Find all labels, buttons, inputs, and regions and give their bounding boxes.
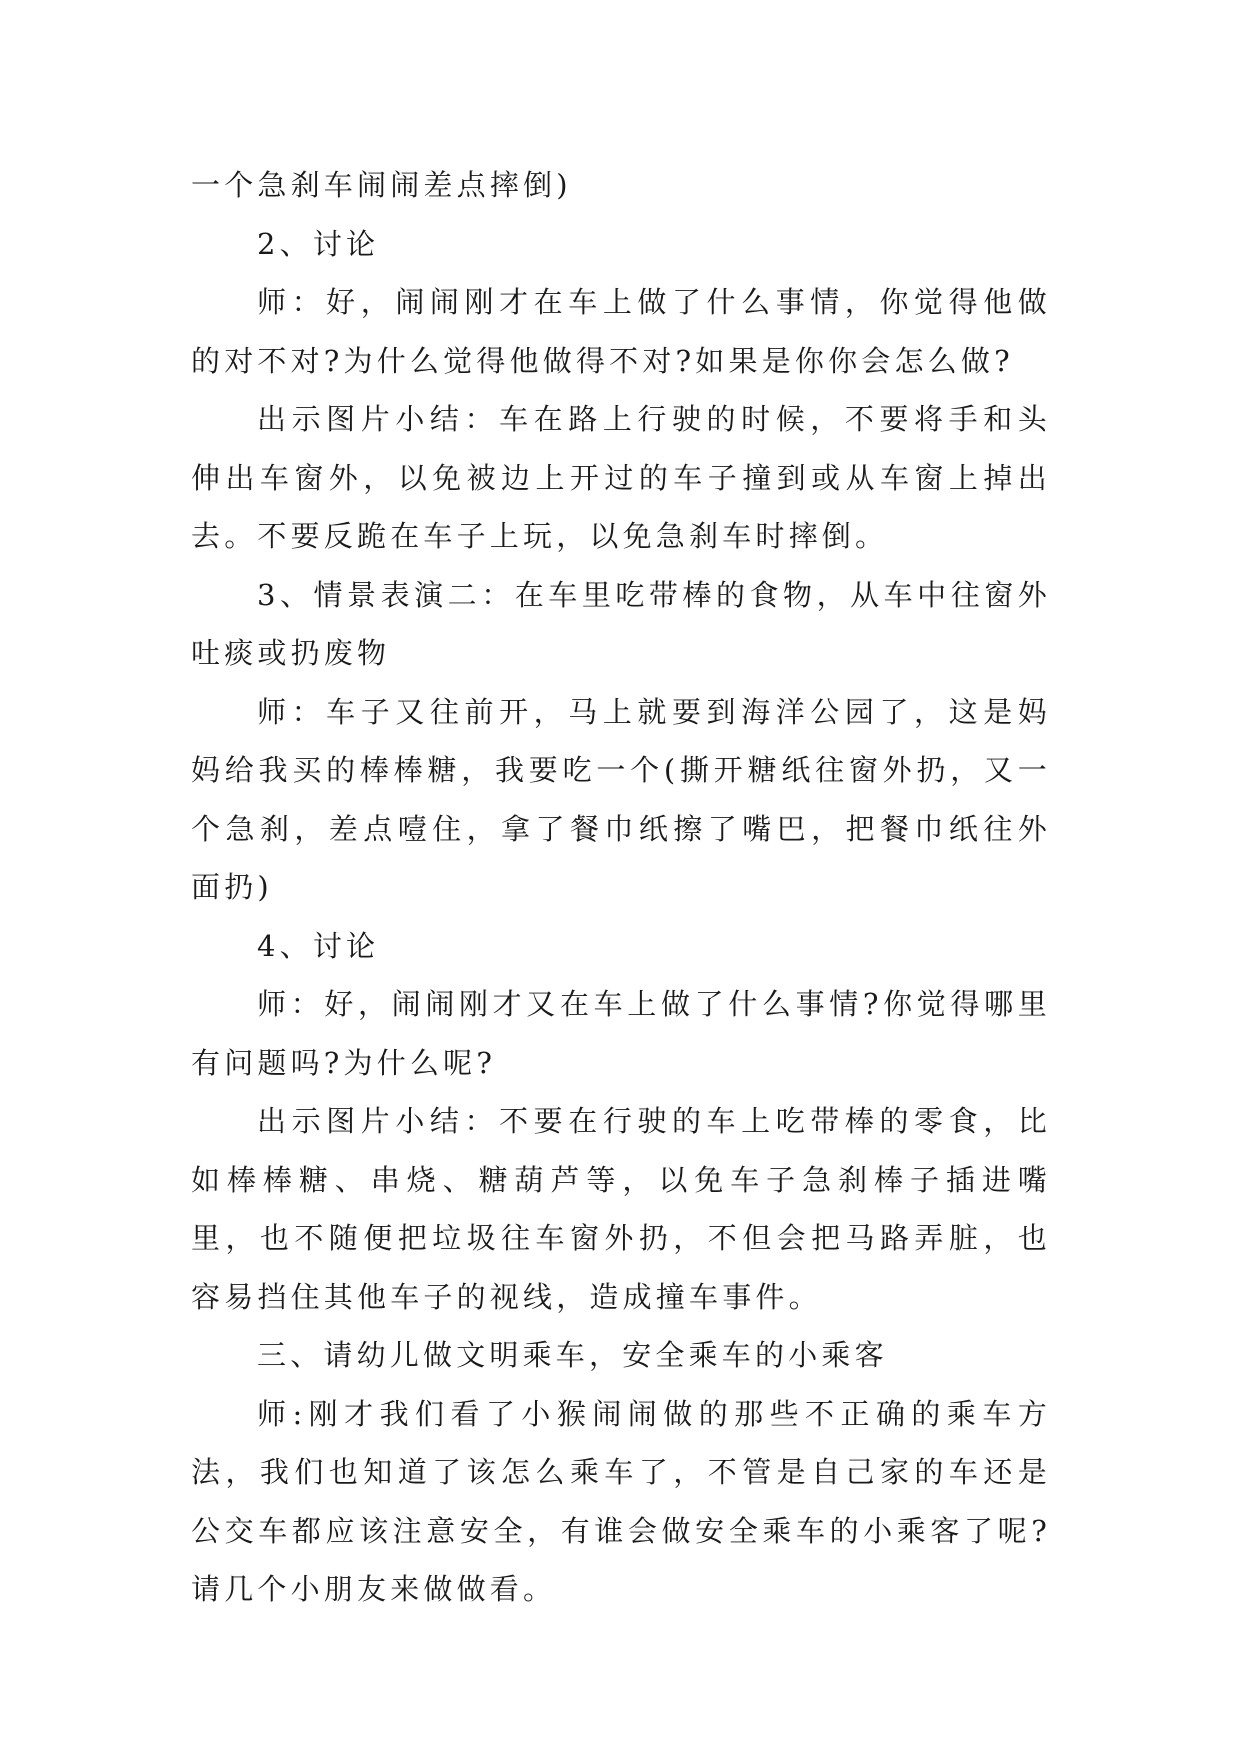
paragraph-summary-2: 出示图片小结：不要在行驶的车上吃带棒的零食，比如棒棒糖、串烧、糖葫芦等，以免车子急刹棒子插进嘴里，也不随便把垃圾往车窗外扔，不但会把马路弄脏，也容易挡住其他车子的视线，造成撞车事件。 — [191, 1104, 1051, 1314]
paragraph-teacher-scenario: 师：车子又往前开，马上就要到海洋公园了，这是妈妈给我买的棒棒糖，我要吃一个(撕开糖纸往窗外扔，又一个急刹，差点噎住，拿了餐巾纸擦了嘴巴，把餐巾纸往外面扔) — [191, 694, 1051, 904]
paragraph-teacher-closing: 师:刚才我们看了小猴闹闹做的那些不正确的乘车方法，我们也知道了该怎么乘车了，不管是自己家的车还是公交车都应该注意安全，有谁会做安全乘车的小乘客了呢?请几个小朋友来做做看。 — [191, 1396, 1051, 1606]
heading-section-3: 三、请幼儿做文明乘车，安全乘车的小乘客 — [257, 1338, 888, 1372]
heading-scenario-2: 3、情景表演二：在车里吃带棒的食物，从车中往窗外吐痰或扔废物 — [191, 577, 1051, 670]
document-body — [191, 156, 1051, 1619]
paragraph-continuation: 一个急刹车闹闹差点摔倒) — [191, 168, 572, 202]
paragraph-teacher-question-1: 师：好，闹闹刚才在车上做了什么事情，你觉得他做的对不对?为什么觉得他做得不对?如果是你你会怎么做? — [191, 285, 1051, 378]
paragraph-summary-1: 出示图片小结：车在路上行驶的时候，不要将手和头伸出车窗外，以免被边上开过的车子撞到或从车窗上掉出去。不要反跪在车子上玩，以免急刹车时摔倒。 — [191, 402, 1051, 553]
heading-discussion-2: 2、讨论 — [257, 226, 380, 261]
heading-discussion-4: 4、讨论 — [257, 928, 380, 963]
paragraph-teacher-question-2: 师：好，闹闹刚才又在车上做了什么事情?你觉得哪里有问题吗?为什么呢? — [191, 987, 1051, 1080]
